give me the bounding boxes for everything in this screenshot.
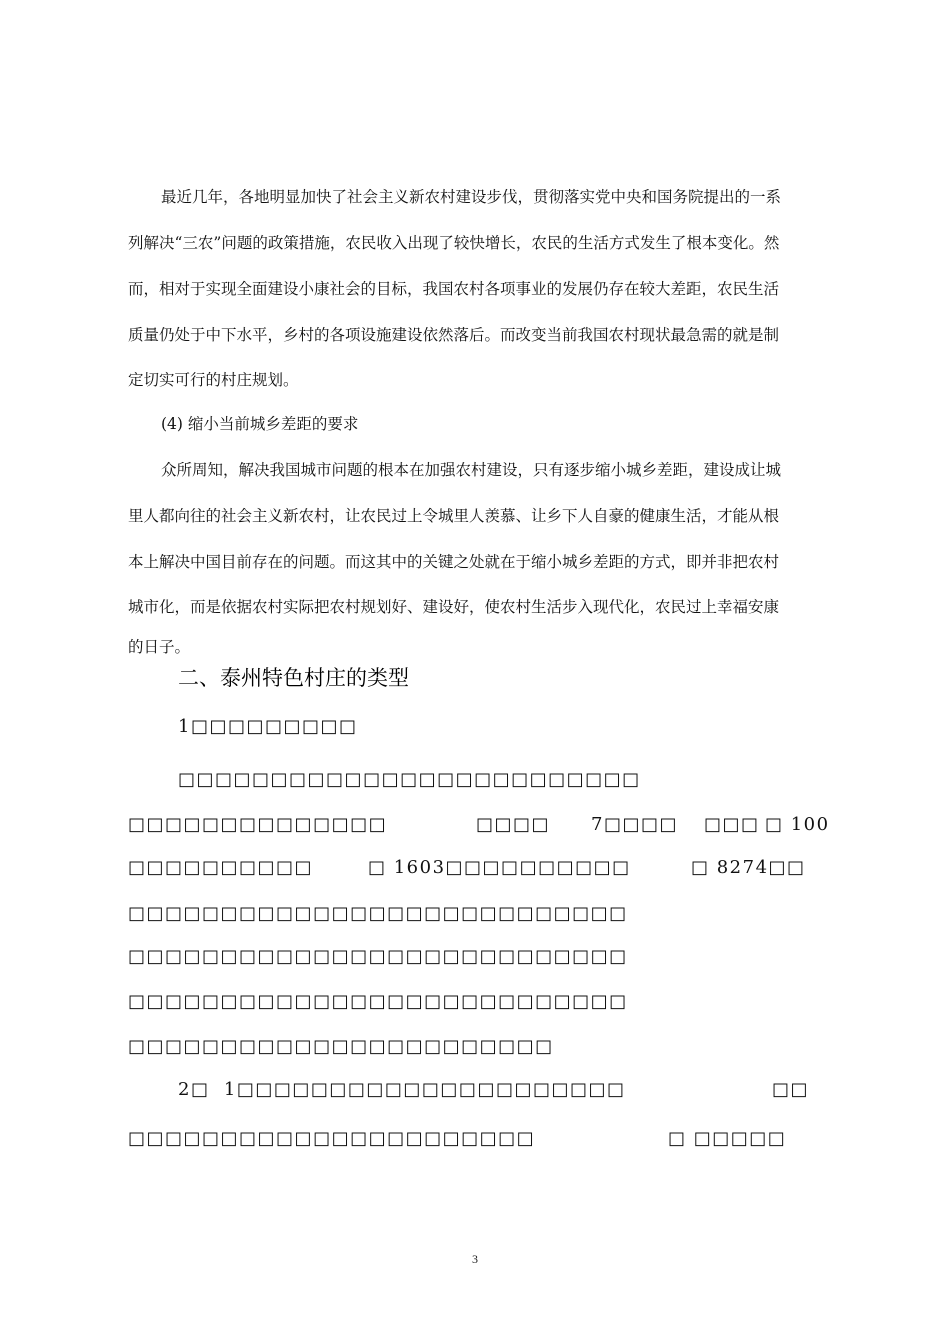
garbled-line: □□□□□□□□□□□□□□□□□□□□□□ <box>128 1128 536 1149</box>
paragraph-line: 最近几年，各地明显加快了社会主义新农村建设步伐，贯彻落实党中央和国务院提出的一系 <box>161 188 782 206</box>
garbled-line: □□□□□□□□□□□□□□□□□□□□□□□□□□□ <box>128 991 628 1012</box>
subheading-4: (4) 缩小当前城乡差距的要求 <box>161 415 359 433</box>
garbled-line: □□□□□□□□□□□□□□□□□□□□□□□ <box>128 1036 554 1057</box>
paragraph-line: 而，相对于实现全面建设小康社会的目标，我国农村各项事业的发展仍存在较大差距，农民生活 <box>128 280 780 298</box>
paragraph-line: 本上解决中国目前存在的问题。而这其中的关键之处就在于缩小城乡差距的方式，即并非把农村 <box>128 553 780 571</box>
paragraph-line: 质量仍处于中下水平，乡村的各项设施建设依然落后。而改变当前我国农村现状最急需的就是制 <box>128 326 780 344</box>
garbled-line: □□□□□□□□□□□□□□ <box>128 814 388 835</box>
section-heading: 二、泰州特色村庄的类型 <box>178 666 409 690</box>
garbled-line: □□□□□□□□□□□□□□□□□□□□□□□□□□□ <box>128 946 628 967</box>
garbled-line: □ □□□□□ <box>668 1128 787 1149</box>
paragraph-line: 的日子。 <box>128 638 191 656</box>
garbled-line: □□□□□□□□□□ <box>128 857 314 878</box>
paragraph-line: 定切实可行的村庄规划。 <box>128 371 299 389</box>
garbled-line: 7□□□□ <box>591 814 678 835</box>
paragraph-line: 众所周知，解决我国城市问题的根本在加强农村建设，只有逐步缩小城乡差距，建设成让城 <box>161 461 782 479</box>
paragraph-line: 列解决“三农”问题的政策措施，农民收入出现了较快增长，农民的生活方式发生了根本变化。然 <box>128 234 780 252</box>
garbled-line: □ 1603□□□□□□□□□□ <box>368 857 631 878</box>
garbled-line: □ 100 <box>765 814 830 835</box>
garbled-line: □□□□□□□□□□□□□□□□□□□□□□□□□ <box>178 769 641 790</box>
garbled-line: 2□ 1□□□□□□□□□□□□□□□□□□□□□ <box>178 1079 626 1100</box>
paragraph-line: 里人都向往的社会主义新农村，让农民过上令城里人羡慕、让乡下人自豪的健康生活，才能从根 <box>128 507 780 525</box>
paragraph-line: 城市化，而是依据农村实际把农村规划好、建设好，使农村生活步入现代化，农民过上幸福安康 <box>128 598 780 616</box>
garbled-line: □□□□□□□□□□□□□□□□□□□□□□□□□□□ <box>128 903 628 924</box>
garbled-line: □□□ <box>704 814 760 835</box>
garbled-line: □ 8274□□ <box>691 857 806 878</box>
garbled-line: 1□□□□□□□□□ <box>178 716 358 737</box>
garbled-line: □□□□ <box>476 814 551 835</box>
garbled-line: □□ <box>772 1079 810 1100</box>
page-number: 3 <box>472 1252 478 1266</box>
